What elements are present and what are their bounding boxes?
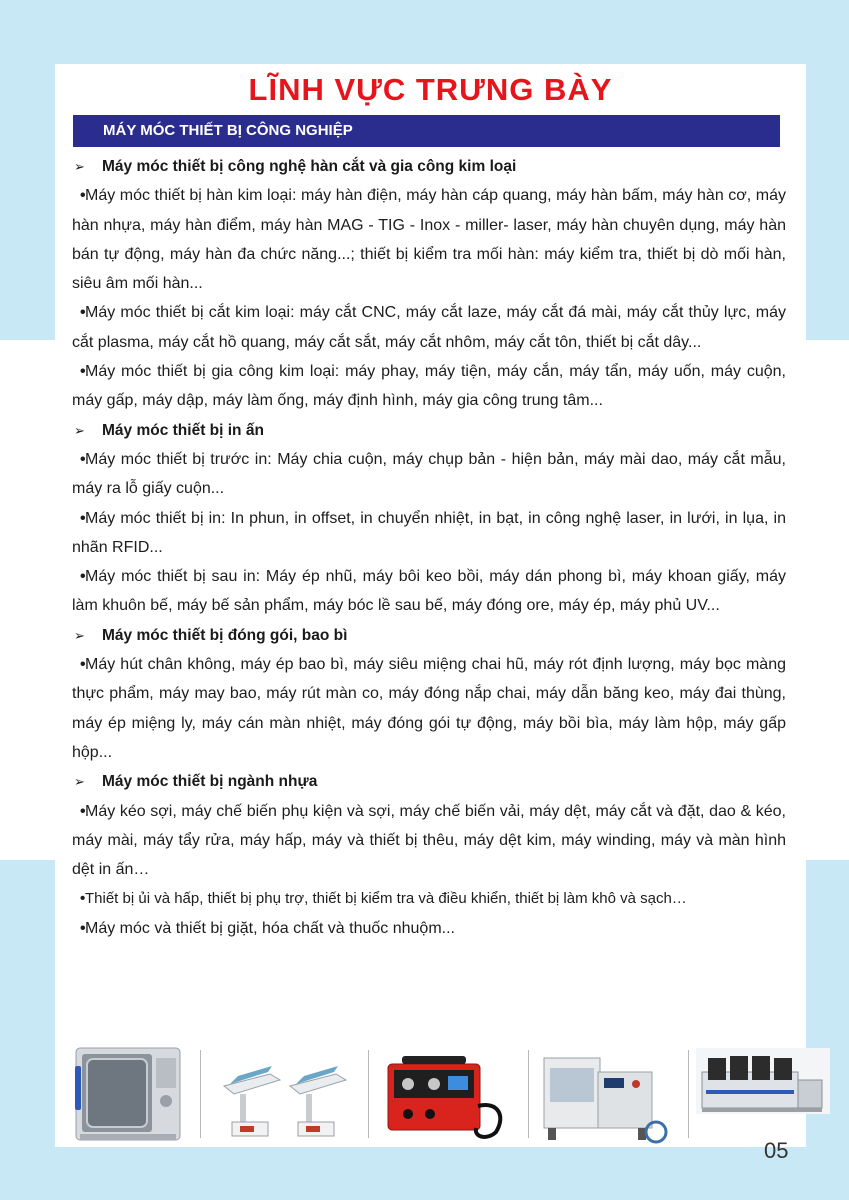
photo-divider [368, 1050, 369, 1138]
list-item [72, 445, 786, 504]
bullet-icon: • [80, 304, 86, 322]
group-heading-text: Máy móc thiết bị công nghệ hàn cắt và gia công kim loại [102, 158, 517, 175]
red-welding-machine-photo [378, 1046, 518, 1144]
list-item [72, 914, 786, 943]
product-photo-strip [72, 1046, 832, 1144]
bullet-icon: • [80, 509, 86, 527]
list-item [72, 504, 786, 563]
list-item-text: Máy móc thiết bị gia công kim loại: máy phay, máy tiện, máy cắn, máy tẩn, máy uốn, máy cuộn, máy gấp, máy dập, máy làm ống, máy định hình, máy gia công trung tâm... [72, 363, 786, 410]
section-title: MÁY MÓC THIẾT BỊ CÔNG NGHIỆP [103, 122, 353, 139]
bullet-icon: • [80, 890, 86, 908]
list-item-text: Máy kéo sợi, máy chế biến phụ kiện và sợi, máy chế biến vải, máy dệt, máy cắt và đặt, dao & kéo, máy mài, máy tẩy rửa, máy hấp, máy và thiết bị thêu, máy dệt kim, máy winding, máy và màn hình dệt in ấn… [72, 802, 786, 879]
list-item [72, 650, 786, 767]
group-heading-text: Máy móc thiết bị ngành nhựa [102, 773, 318, 791]
list-item [72, 797, 786, 885]
section-bar [73, 115, 780, 147]
bullet-icon: • [80, 656, 86, 674]
list-item [72, 357, 786, 416]
document-page [55, 64, 806, 1147]
bullet-icon: • [80, 450, 86, 468]
page-title: LĨNH VỰC TRƯNG BÀY [248, 72, 613, 107]
photo-divider [688, 1050, 689, 1138]
photo-divider [200, 1050, 201, 1138]
list-item-text: Máy móc thiết bị in: In phun, in offset, in chuyển nhiệt, in bạt, in công nghệ laser, in lưới, in lụa, in nhãn RFID... [72, 509, 786, 556]
list-item [72, 298, 786, 357]
arrow-bullet-icon: ➢ [74, 774, 85, 790]
group-heading [72, 767, 786, 796]
bullet-icon: • [80, 187, 86, 205]
list-item-text: Máy móc và thiết bị giặt, hóa chất và thuốc nhuộm... [85, 919, 455, 937]
list-item [72, 181, 786, 298]
bullet-icon: • [80, 919, 86, 937]
page-number: 05 [764, 1138, 789, 1163]
list-item [72, 562, 786, 621]
list-item-text: Máy móc thiết bị hàn kim loại: máy hàn điện, máy hàn cáp quang, máy hàn bấm, máy hàn cơ, máy hàn nhựa, máy hàn điểm, máy hàn MAG - TIG - Inox - miller- laser, máy hàn chuyên dụng, máy hàn bán tự động, máy hàn đa chức năng...; thiết bị kiểm tra mối hàn: máy kiểm tra, thiết bị dò mối hàn, siêu âm mối hàn... [72, 187, 786, 293]
bullet-icon: • [80, 802, 86, 820]
offset-printing-press-photo [696, 1046, 830, 1144]
group-heading [72, 621, 786, 650]
group-heading [72, 416, 786, 445]
arrow-bullet-icon: ➢ [74, 159, 85, 174]
shrink-wrap-machine-photo [538, 1046, 678, 1144]
combi-oven-machine-photo [72, 1046, 192, 1144]
bullet-icon: • [80, 568, 86, 586]
ironing-press-machines-photo [210, 1046, 360, 1144]
list-item-text: Máy hút chân không, máy ép bao bì, máy siêu miệng chai hũ, máy rót định lượng, máy bọc màng thực phẩm, máy may bao, máy rút màn co, máy đóng nắp chai, máy dẫn băng keo, máy đai thùng, máy ép miệng ly, máy cán màn nhiệt, máy đóng gói tự động, máy bồi bìa, máy làm hộp, máy gấp hộp... [72, 656, 786, 761]
photo-divider [528, 1050, 529, 1138]
list-item [72, 884, 786, 913]
list-item-text: Máy móc thiết bị trước in: Máy chia cuộn, máy chụp bản - hiện bản, máy mài dao, máy cắt mẫu, máy ra lỗ giấy cuộn... [72, 450, 786, 498]
arrow-bullet-icon: ➢ [74, 422, 85, 438]
content-body [72, 152, 786, 943]
list-item-text: Thiết bị ủi và hấp, thiết bị phụ trợ, thiết bị kiểm tra và điều khiển, thiết bị làm khô và sạch… [85, 890, 687, 908]
group-heading [72, 152, 786, 181]
list-item-text: Máy móc thiết bị sau in: Máy ép nhũ, máy bôi keo bồi, máy dán phong bì, máy khoan giấy, máy làm khuôn bế, máy bế sản phẩm, máy bóc lề sau bế, máy đóng ore, máy ép, máy phủ UV... [72, 568, 786, 615]
arrow-bullet-icon: ➢ [74, 627, 85, 643]
group-heading-text: Máy móc thiết bị in ấn [102, 421, 264, 439]
bullet-icon: • [80, 363, 86, 381]
list-item-text: Máy móc thiết bị cắt kim loại: máy cắt CNC, máy cắt laze, máy cắt đá mài, máy cắt thủy lực, máy cắt plasma, máy cắt hồ quang, máy cắt sắt, máy cắt nhôm, máy cắt tôn, thiết bị cắt dây... [72, 304, 786, 351]
group-heading-text: Máy móc thiết bị đóng gói, bao bì [102, 626, 348, 644]
